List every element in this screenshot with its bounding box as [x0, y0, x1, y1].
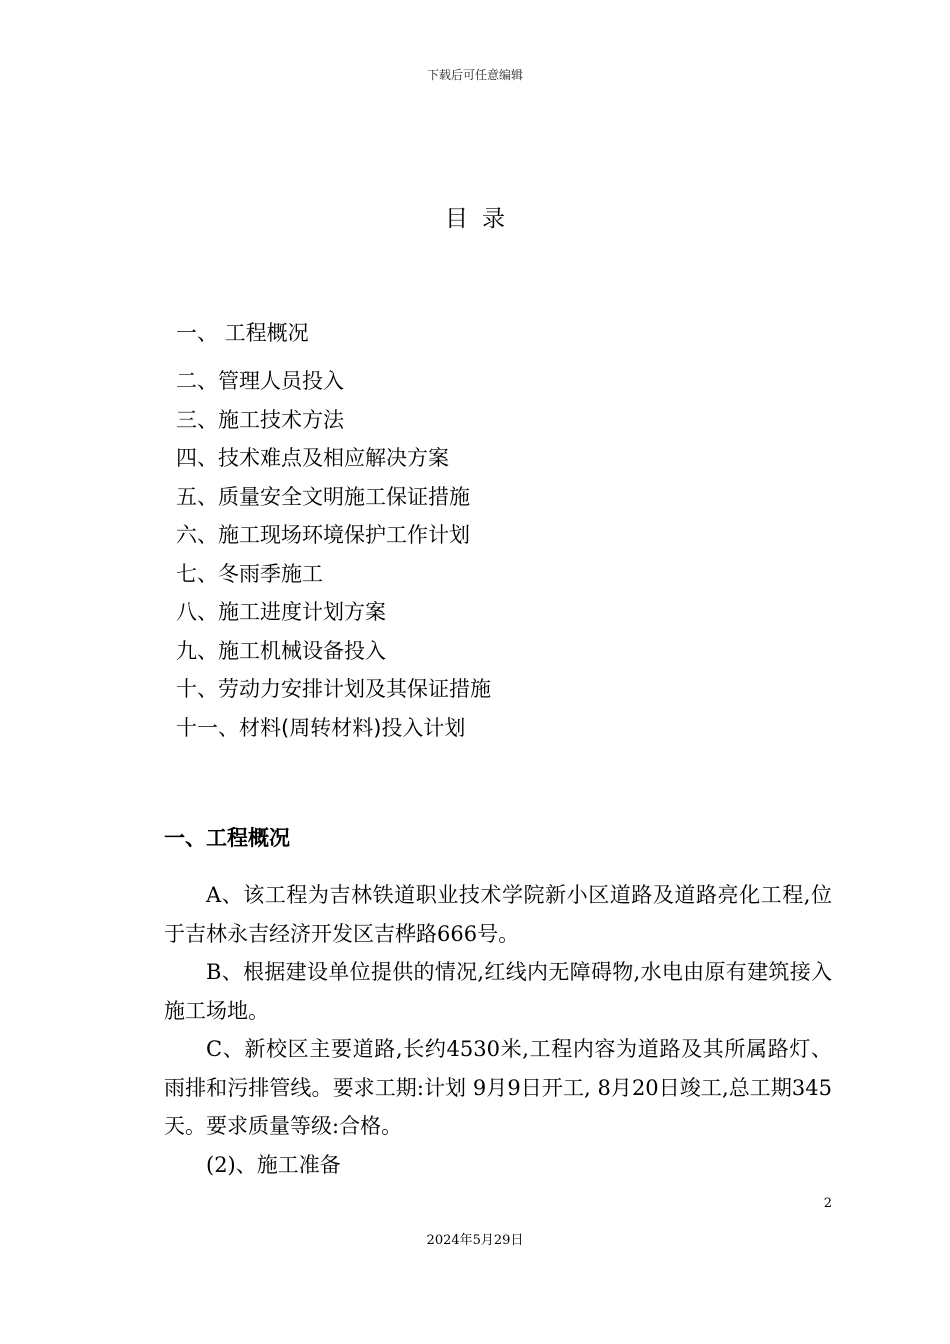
toc-item-5: 五、质量安全文明施工保证措施 [176, 484, 470, 509]
toc-item-6: 六、施工现场环境保护工作计划 [176, 523, 470, 547]
toc-item-1: 一、 工程概况 [176, 321, 309, 345]
table-of-contents [176, 314, 491, 747]
paragraph-c: C、新校区主要道路,长约4530米,工程内容为道路及其所属路灯、雨排和污排管线。要求工期:计划 9月9日开工, 8月20日竣工,总工期345天。要求质量等级:合格。 [164, 1037, 832, 1138]
toc-item-9: 九、施工机械设备投入 [176, 638, 386, 663]
section-body [164, 876, 832, 1184]
toc-item-11: 十一、材料(周转材料)投入计划 [176, 715, 466, 740]
paragraph-construction-prep: (2)、施工准备 [206, 1152, 341, 1177]
section-heading: 一、工程概况 [164, 826, 290, 850]
toc-item-10: 十、劳动力安排计划及其保证措施 [176, 677, 491, 701]
toc-item-3: 三、施工技术方法 [176, 407, 344, 432]
toc-item-8: 八、施工进度计划方案 [176, 600, 386, 624]
paragraph-a: A、该工程为吉林铁道职业技术学院新小区道路及道路亮化工程,位于吉林永吉经济开发区吉桦路666号。 [164, 883, 832, 946]
page-header: 下载后可任意编辑 [426, 68, 523, 82]
toc-item-4: 四、技术难点及相应解决方案 [176, 446, 449, 470]
toc-item-2: 二、管理人员投入 [176, 369, 344, 393]
paragraph-b: B、根据建设单位提供的情况,红线内无障碍物,水电由原有建筑接入施工场地。 [164, 960, 832, 1023]
toc-title: 目录 [445, 206, 519, 232]
page-footer-date: 2024年5月29日 [426, 1233, 524, 1248]
toc-item-7: 七、冬雨季施工 [176, 561, 323, 586]
page-number: 2 [823, 1196, 832, 1211]
